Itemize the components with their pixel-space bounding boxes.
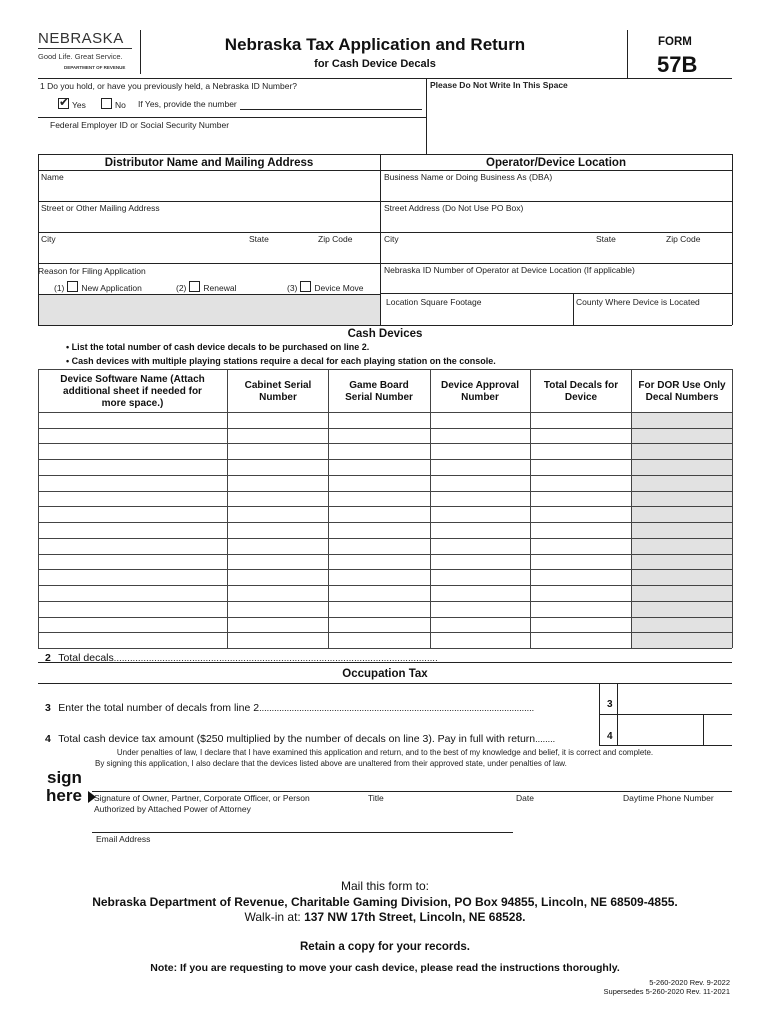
walk-in-address: 137 NW 17th Street, Lincoln, NE 68528. — [304, 910, 526, 924]
email-line[interactable] — [92, 832, 513, 833]
table-row[interactable] — [38, 538, 732, 539]
operator-heading: Operator/Device Location — [486, 157, 626, 169]
signature-line[interactable] — [92, 791, 732, 792]
line-3-leader-dots: .............................................................................................................. — [259, 703, 535, 713]
square-footage-label: Location Square Footage — [386, 297, 482, 307]
table-row[interactable] — [38, 506, 732, 507]
table-row[interactable] — [38, 585, 732, 586]
sign-word: sign — [47, 768, 82, 787]
retain-copy: Retain a copy for your records. — [300, 941, 470, 953]
col-header-cabinet-serial: Cabinet Serial Number — [244, 380, 312, 403]
cash-devices-heading: Cash Devices — [347, 328, 423, 340]
line-2-label: Total decals — [58, 652, 114, 664]
table-row[interactable] — [38, 569, 732, 570]
here-word: here — [46, 786, 82, 805]
form-label: FORM — [658, 36, 692, 48]
line-4-input[interactable] — [599, 745, 732, 746]
logo-state: NEBRASKA — [38, 30, 132, 49]
line-3-input[interactable] — [617, 714, 732, 715]
no-checkbox[interactable] — [101, 98, 112, 109]
distributor-name-label: Name — [41, 172, 64, 182]
mail-heading: Mail this form to: — [340, 879, 430, 893]
line-4-label: Total cash device tax amount ($250 multiplied by the number of decals on line 3). Pay in full with return — [58, 733, 536, 745]
renewal-label: Renewal — [203, 283, 237, 293]
renewal-checkbox[interactable] — [189, 281, 200, 292]
line-4-row — [38, 729, 598, 747]
no-option[interactable] — [98, 98, 126, 110]
line-4-leader-dots: ........ — [535, 734, 556, 744]
no-write-label: Please Do Not Write In This Space — [430, 80, 568, 90]
table-row[interactable] — [38, 491, 732, 492]
distributor-heading: Distributor Name and Mailing Address — [104, 157, 314, 169]
operator-zip-label: Zip Code — [666, 234, 701, 244]
cash-devices-bullet-2: • Cash devices with multiple playing stations require a decal for each playing station on the console. — [66, 356, 496, 366]
move-note: Note: If you are requesting to move your cash device, please read the instructions thoroughly. — [150, 962, 620, 974]
line-2-number: 2 — [45, 652, 51, 664]
fein-label: Federal Employer ID or Social Security Number — [50, 120, 230, 130]
device-move-label: Device Move — [314, 283, 364, 293]
no-label: No — [115, 100, 126, 110]
form-subtitle: for Cash Device Decals — [314, 58, 436, 70]
reason-label: Reason for Filing Application — [38, 266, 146, 276]
signature-label-2: Authorized by Attached Power of Attorney — [94, 804, 251, 814]
table-row[interactable] — [38, 428, 732, 429]
walk-in — [0, 910, 770, 924]
table-row[interactable] — [38, 475, 732, 476]
distributor-city-label: City — [41, 234, 56, 244]
logo-tagline: Good Life. Great Service. — [38, 52, 123, 61]
col-header-software: Device Software Name (Attach additional sheet if needed for more space.) — [60, 374, 205, 409]
title-label: Title — [368, 793, 384, 803]
nebraska-id-input[interactable] — [240, 109, 422, 110]
operator-street-label: Street Address (Do Not Use PO Box) — [384, 203, 524, 213]
option-renewal[interactable] — [176, 281, 236, 293]
option-3-number: (3) — [287, 283, 298, 293]
distributor-zip-label: Zip Code — [318, 234, 353, 244]
option-1-number: (1) — [54, 283, 65, 293]
penalty-statement-2: By signing this application, I also declare that the devices listed above are unaltered from their approved state, under penalties of law. — [95, 759, 567, 768]
operator-business-label: Business Name or Doing Business As (DBA) — [384, 172, 553, 182]
dor-use-shaded-column — [631, 412, 732, 648]
new-application-label: New Application — [81, 283, 142, 293]
line-4-number: 4 — [45, 733, 51, 745]
option-new-application[interactable] — [54, 281, 142, 293]
revision-info: 5-260-2020 Rev. 9-2022 — [649, 978, 730, 987]
line-3-box-number: 3 — [607, 699, 613, 710]
logo — [38, 30, 138, 70]
walk-in-prefix: Walk-in at: — [244, 910, 305, 924]
table-row[interactable] — [38, 554, 732, 555]
col-header-dor-use: For DOR Use Only Decal Numbers — [638, 380, 726, 403]
option-device-move[interactable] — [287, 281, 364, 293]
shaded-area — [39, 295, 380, 325]
table-row[interactable] — [38, 522, 732, 523]
line-4-box-number: 4 — [607, 731, 613, 742]
supersedes-info: Supersedes 5-260-2020 Rev. 11-2021 — [603, 987, 730, 996]
county-label: County Where Device is Located — [576, 297, 700, 307]
line-2-row — [38, 648, 638, 662]
new-application-checkbox[interactable] — [67, 281, 78, 292]
col-header-game-board-serial: Game Board Serial Number — [345, 380, 413, 403]
penalty-statement-1: Under penalties of law, I declare that I have examined this application and return, and to the best of my knowledge and belief, it is correct and complete. — [116, 748, 654, 757]
yes-checkbox[interactable] — [58, 95, 70, 109]
question-1: 1 Do you hold, or have you previously held, a Nebraska ID Number? — [40, 81, 298, 91]
option-2-number: (2) — [176, 283, 187, 293]
signature-label-1: Signature of Owner, Partner, Corporate Officer, or Person — [94, 793, 310, 803]
form-number: 57B — [657, 52, 698, 77]
table-row[interactable] — [38, 443, 732, 444]
cash-devices-bullet-1: • List the total number of cash device decals to be purchased on line 2. — [66, 342, 370, 352]
distributor-street-label: Street or Other Mailing Address — [41, 203, 160, 213]
if-yes-label: If Yes, provide the number — [138, 99, 237, 109]
yes-option[interactable] — [55, 95, 86, 110]
phone-label: Daytime Phone Number — [623, 793, 714, 803]
form-title: Nebraska Tax Application and Return — [224, 35, 526, 54]
table-row[interactable] — [38, 459, 732, 460]
mail-address: Nebraska Department of Revenue, Charitable Gaming Division, PO Box 94855, Lincoln, NE 68509-4855. — [92, 895, 678, 909]
line-3-number: 3 — [45, 702, 51, 714]
yes-label: Yes — [72, 100, 86, 110]
col-header-total-decals: Total Decals for Device — [543, 380, 619, 403]
line-2-leader-dots: ........................................................................................................................ — [113, 653, 438, 663]
line-3-row — [38, 698, 598, 716]
logo-dept: DEPARTMENT OF REVENUE — [64, 65, 126, 70]
operator-city-label: City — [384, 234, 399, 244]
check-mark-icon: ✔ — [59, 95, 70, 109]
device-move-checkbox[interactable] — [300, 281, 311, 292]
occupation-tax-heading: Occupation Tax — [342, 668, 428, 680]
distributor-state-label: State — [249, 234, 269, 244]
table-row[interactable] — [38, 601, 732, 602]
col-header-device-approval: Device Approval Number — [441, 380, 519, 403]
line-3-label: Enter the total number of decals from line 2 — [58, 702, 260, 714]
operator-state-label: State — [596, 234, 616, 244]
table-row[interactable] — [38, 617, 732, 618]
date-label: Date — [516, 793, 534, 803]
email-label: Email Address — [96, 834, 151, 844]
operator-nebraska-id-label: Nebraska ID Number of Operator at Device Location (If applicable) — [384, 265, 635, 275]
table-row[interactable] — [38, 632, 732, 633]
